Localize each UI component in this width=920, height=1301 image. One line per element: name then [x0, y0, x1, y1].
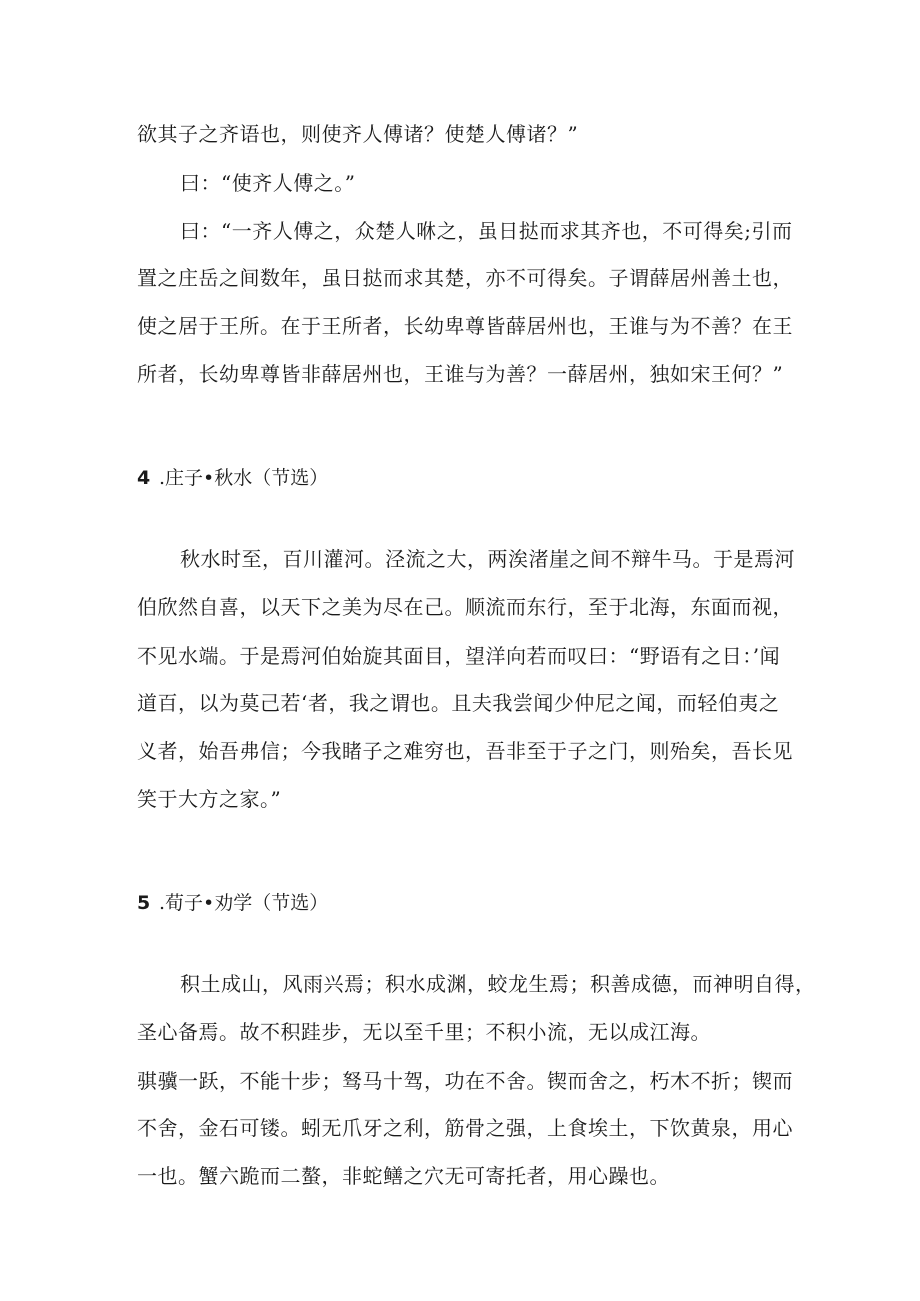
paragraph-line: 伯欣然自喜，以天下之美为尽在己。顺流而东行，至于北海，东面而视，: [137, 595, 793, 619]
paragraph-line: 秋水时至，百川灌河。泾流之大，两涘渚崖之间不辩牛马。于是焉河: [180, 547, 795, 571]
paragraph-line: 积土成山，风雨兴焉；积水成渊，蛟龙生焉；积善成德，而神明自得，: [180, 972, 816, 996]
paragraph-line: 所者，长幼卑尊皆非薛居州也，王谁与为善？一薛居州，独如宋王何？”: [137, 362, 784, 386]
paragraph-line: 笑于大方之家。”: [137, 787, 282, 811]
paragraph-line: 曰：“使齐人傅之。”: [180, 171, 356, 195]
paragraph-line: 欲其子之齐语也，则使齐人傅诸？使楚人傅诸？”: [137, 122, 579, 146]
section-title: .荀子•劝学（节选）: [159, 892, 329, 914]
section-number: 4: [137, 467, 151, 489]
paragraph-line: 不见水端。于是焉河伯始旋其面目，望洋向若而叹曰：“野语有之日：’闻: [137, 644, 781, 668]
paragraph-line: 骐骥一跃，不能十步；驽马十驾，功在不舍。锲而舍之，朽木不折；锲而: [137, 1069, 793, 1093]
paragraph-line: 圣心备焉。故不积跬步，无以至千里；不积小流，无以成江海。: [137, 1020, 711, 1044]
section-number: 5: [137, 892, 151, 914]
section-heading: [137, 890, 328, 916]
section-heading: [137, 465, 328, 491]
paragraph-line: 不舍，金石可镂。蚓无爪牙之利，筋骨之强，上食埃土，下饮黄泉，用心: [137, 1116, 793, 1140]
paragraph-line: 义者，始吾弗信；今我睹子之难穷也，吾非至于子之门，则殆矣，吾长见: [137, 739, 793, 763]
section-title: .庄子•秋水（节选）: [159, 467, 329, 489]
paragraph-line: 一也。蟹六跪而二螯，非蛇鳝之穴无可寄托者，用心躁也。: [137, 1164, 670, 1188]
paragraph-line: 曰：“一齐人傅之，众楚人咻之，虽日挞而求其齐也，不可得矣;引而: [180, 219, 793, 243]
paragraph-line: 置之庄岳之间数年，虽日挞而求其楚，亦不可得矣。子谓薛居州善土也，: [137, 266, 793, 290]
paragraph-line: 道百，以为莫己若‘者，我之谓也。且夫我尝闻少仲尼之闻，而轻伯夷之: [137, 691, 780, 715]
paragraph-line: 使之居于王所。在于王所者，长幼卑尊皆薛居州也，王谁与为不善？在王: [137, 314, 793, 338]
